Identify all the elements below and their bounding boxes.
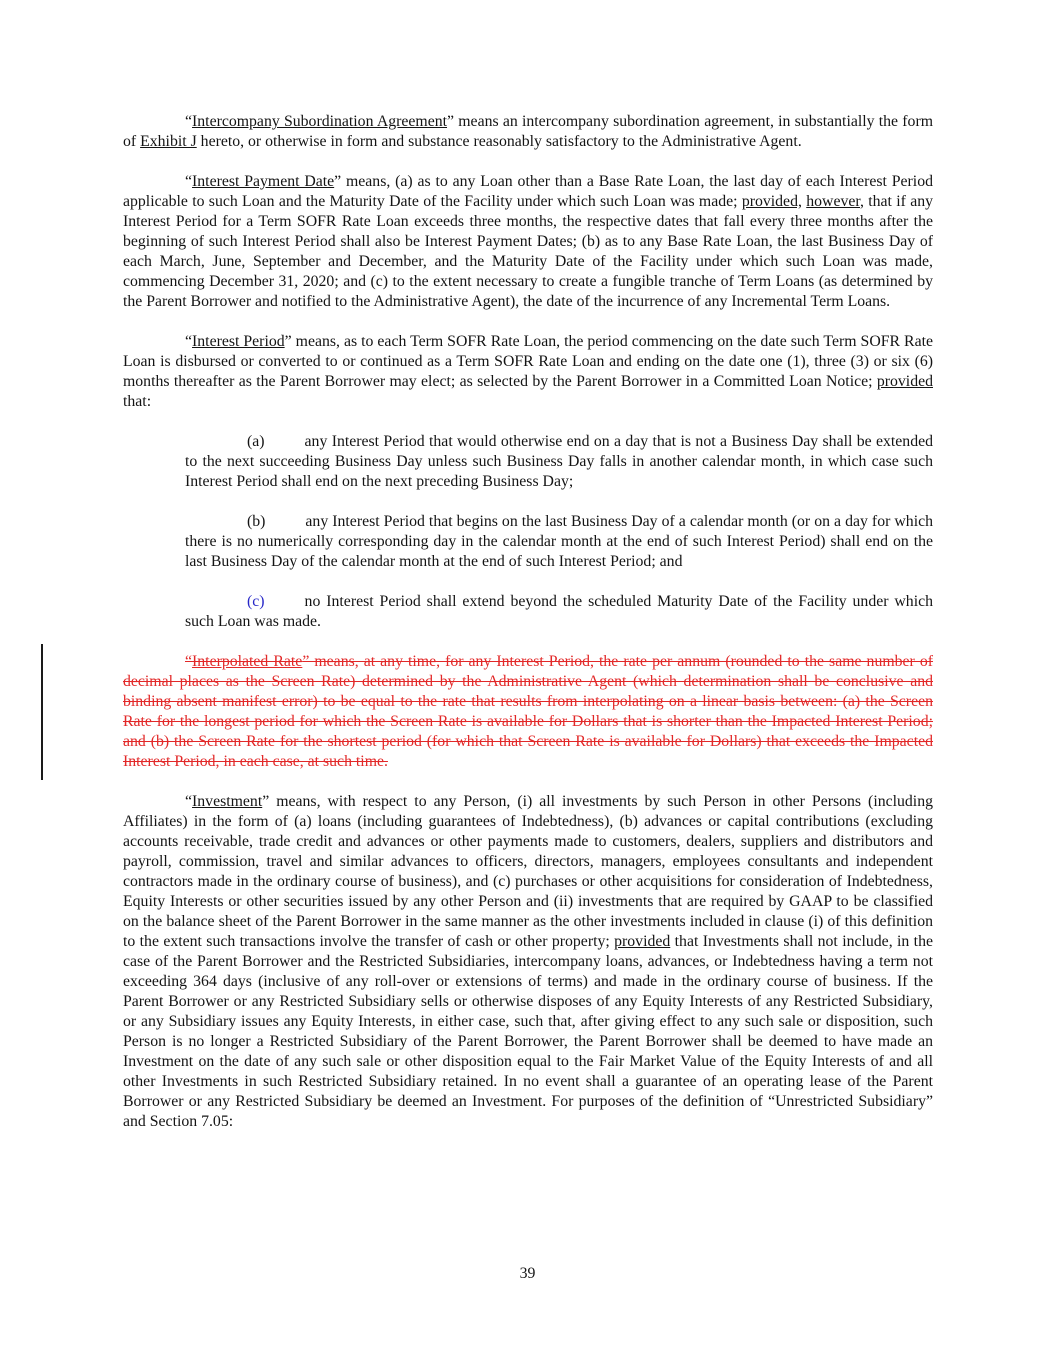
- paragraph-def-interest-payment-date: “Interest Payment Date” means, (a) as to any Loan other than a Base Rate Loan, the last day of each Interest Period applicable to such Loan and the Maturity Date of the Facility under which such Loan was made; provided, however, that if any Interest Period for a Term SOFR Rate Loan exceeds three months, the respective dates that fall every three months after the beginning of such Interest Period shall also be Interest Payment Dates; (b) as to any Base Rate Loan, the last Business Day of each March, June, September and December, and the Maturity Date of the Facility under which such Loan was made, commencing December 31, 2020; and (c) to the extent necessary to create a fungible tranche of Term Loans (as determined by the Parent Borrower and notified to the Administrative Agent), the date of the incurrence of any Incremental Term Loans.: [123, 173, 933, 310]
- document-body: [123, 112, 933, 1152]
- paragraph-def-interest-period: “Interest Period” means, as to each Term SOFR Rate Loan, the period commencing on the date such Term SOFR Rate Loan is disbursed or converted to or continued as a Term SOFR Rate Loan and ending on the date one (1), three (3) or six (6) months thereafter as the Parent Borrower may elect; as selected by the Parent Borrower in a Committed Loan Notice; provided that:: [123, 333, 933, 410]
- paragraph-def-interpolated-rate-deleted: “Interpolated Rate” means, at any time, for any Interest Period, the rate per annum (rounded to the same number of decimal places as the Screen Rate) determined by the Administrative Agent (which determination shall be conclusive and binding absent manifest error) to be equal to the rate that results from interpolating on a linear basis between: (a) the Screen Rate for the longest period for which the Screen Rate is available for Dollars that is shorter than the Impacted Interest Period; and (b) the Screen Rate for the shortest period (for which that Screen Rate is available for Dollars) that exceeds the Impacted Interest Period, in each case, at such time.: [123, 653, 933, 770]
- revision-change-bar: [41, 644, 43, 780]
- page-number: 39: [519, 1265, 536, 1282]
- paragraph-def-investment: “Investment” means, with respect to any Person, (i) all investments by such Person in other Persons (including Affiliates) in the form of (a) loans (including guarantees of Indebtedness), (b) advances or capital contributions (excluding accounts receivable, trade credit and advances or other payments made to customers, dealers, suppliers and distributors and payroll, commission, travel and similar advances to officers, directors, managers, employees consultants and independent contractors made in the ordinary course of business), and (c) purchases or other acquisitions for consideration of Indebtedness, Equity Interests or other securities issued by any other Person and (ii) investments that are required by GAAP to be classified on the balance sheet of the Parent Borrower in the same manner as the other investments included in clause (i) of this definition to the extent such transactions involve the transfer of cash or other property; provided that Investments shall not include, in the case of the Parent Borrower and the Restricted Subsidiaries, intercompany loans, advances, or Indebtedness having a term not exceeding 364 days (inclusive of any roll-over or extensions of terms) and made in the ordinary course of business. If the Parent Borrower or any Restricted Subsidiary sells or otherwise disposes of any Equity Interests of any Restricted Subsidiary, or any Subsidiary issues any Equity Interests, in either case, such that, after giving effect to any such sale or disposition, such Person is no longer a Restricted Subsidiary of the Parent Borrower, the Parent Borrower shall be deemed to have made an Investment on the date of any such sale or other disposition equal to the Fair Market Value of the Equity Interests of and all other Investments in such Restricted Subsidiary retained. In no event shall a guarantee of an operating lease of the Parent Borrower or any Restricted Subsidiary be deemed an Investment. For purposes of the definition of “Unrestricted Subsidiary” and Section 7.05:: [123, 793, 933, 1130]
- paragraph-clause-c: (c) no Interest Period shall extend beyond the scheduled Maturity Date of the Facility under which such Loan was made.: [185, 593, 933, 630]
- paragraph-clause-a: (a) any Interest Period that would otherwise end on a day that is not a Business Day shall be extended to the next succeeding Business Day unless such Business Day falls in another calendar month, in which case such Interest Period shall end on the next preceding Business Day;: [185, 433, 933, 490]
- paragraph-clause-b: (b) any Interest Period that begins on the last Business Day of a calendar month (or on a day for which there is no numerically corresponding day in the calendar month at the end of such Interest Period) shall end on the last Business Day of the calendar month at the end of such Interest Period; and: [185, 513, 933, 570]
- paragraph-def-intercompany-subordination-agreement: “Intercompany Subordination Agreement” means an intercompany subordination agreement, in substantially the form of Exhibit J hereto, or otherwise in form and substance reasonably satisfactory to the Administrative Agent.: [123, 113, 933, 150]
- deleted-paragraph-container: [123, 652, 933, 772]
